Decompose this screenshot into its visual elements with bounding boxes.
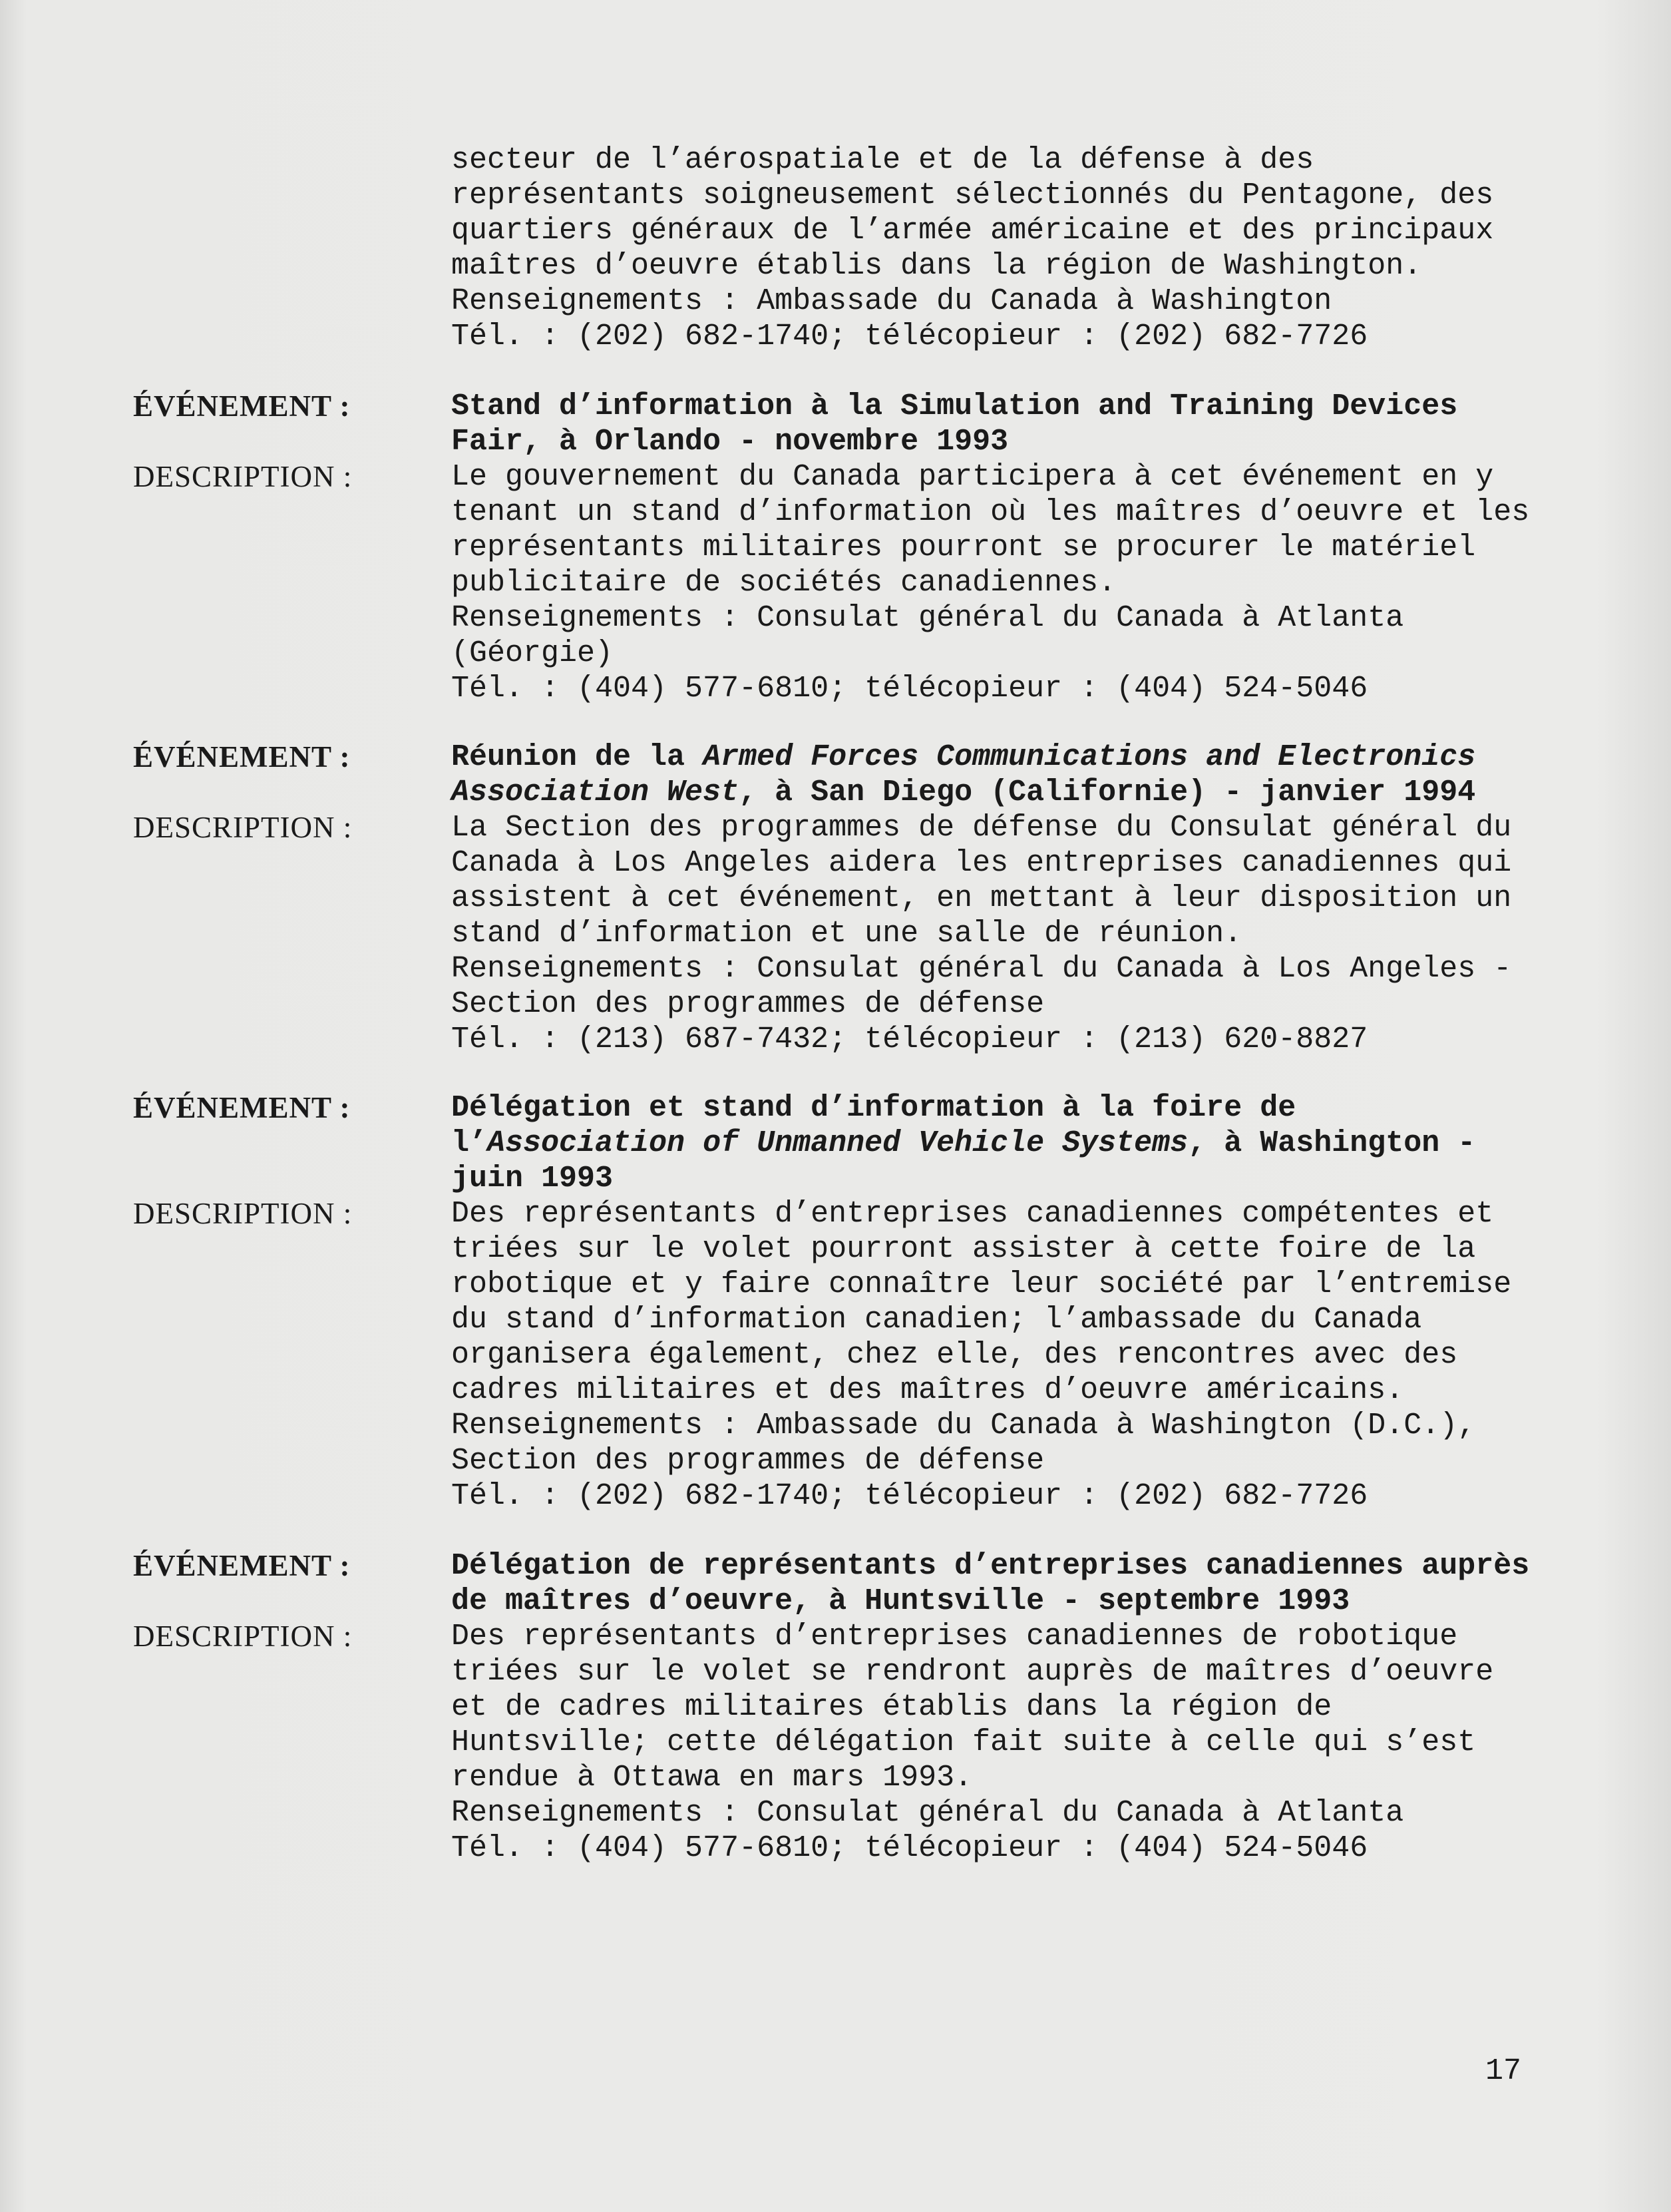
description-line: Tél. : (404) 577-6810; télécopieur : (404) 524-5046 (451, 1831, 1368, 1865)
title-segment: Délégation de représentants d’entreprises canadiennes auprès (451, 1549, 1530, 1583)
title-segment: Réunion de la (451, 740, 703, 774)
description-line: Le gouvernement du Canada participera à cet événement en y (451, 460, 1494, 494)
description-line: Renseignements : Ambassade du Canada à Washington (D.C.), (451, 1409, 1476, 1442)
description-line: Renseignements : Consulat général du Canada à Atlanta (451, 1796, 1404, 1830)
description-line: La Section des programmes de défense du Consulat général du (451, 811, 1512, 845)
description-line: (Géorgie) (451, 636, 614, 670)
text-line: Renseignements : Ambassade du Canada à Washington (451, 284, 1332, 318)
description-line: Tél. : (202) 682-1740; télécopieur : (202) 682-7726 (451, 1479, 1368, 1513)
event-title (451, 389, 1556, 459)
event-description (451, 1196, 1556, 1514)
description-label: DESCRIPTION : (133, 1197, 353, 1230)
event-label: ÉVÉNEMENT : (133, 740, 351, 774)
event-entry-2 (133, 740, 1557, 1057)
description-line: Tél. : (404) 577-6810; télécopieur : (404) 524-5046 (451, 672, 1368, 706)
description-line: Section des programmes de défense (451, 987, 1045, 1021)
title-segment: Délégation et stand d’information à la foire de (451, 1091, 1296, 1125)
continuation-paragraph (451, 142, 1543, 354)
text-line: maîtres d’oeuvre établis dans la région de Washington. (451, 249, 1422, 283)
text-line: quartiers généraux de l’armée américaine et des principaux (451, 214, 1494, 248)
description-line: représentants militaires pourront se procurer le matériel (451, 531, 1476, 564)
title-segment: , à San Diego (Californie) - janvier 1994 (739, 775, 1476, 809)
title-line (451, 389, 1556, 424)
event-entry-1 (133, 389, 1557, 706)
description-line: Des représentants d’entreprises canadiennes de robotique (451, 1620, 1458, 1654)
description-line: assistent à cet événement, en mettant à leur disposition un (451, 881, 1512, 915)
text-line: représentants soigneusement sélectionnés du Pentagone, des (451, 178, 1494, 212)
description-line: Renseignements : Consulat général du Canada à Los Angeles - (451, 952, 1512, 986)
event-label: ÉVÉNEMENT : (133, 1091, 351, 1124)
description-line: Des représentants d’entreprises canadiennes compétentes et (451, 1197, 1494, 1231)
description-line: stand d’information et une salle de réunion. (451, 917, 1242, 951)
title-segment: , à Washington - (1188, 1126, 1476, 1160)
description-line: Renseignements : Consulat général du Canada à Atlanta (451, 601, 1404, 635)
event-description (451, 459, 1556, 706)
title-segment: Stand d’information à la Simulation and Training Devices (451, 389, 1458, 423)
event-title (451, 1090, 1556, 1196)
page-number: 17 (1485, 2054, 1522, 2088)
description-line: tenant un stand d’information où les maîtres d’oeuvre et les (451, 495, 1530, 529)
title-segment: de maîtres d’oeuvre, à Huntsville - septembre 1993 (451, 1584, 1350, 1618)
title-segment: juin 1993 (451, 1162, 614, 1196)
event-title (451, 740, 1556, 810)
description-line: cadres militaires et des maîtres d’oeuvre américains. (451, 1373, 1404, 1407)
event-entry-4 (133, 1548, 1557, 1866)
title-line (451, 424, 1556, 459)
event-title (451, 1548, 1556, 1619)
title-line (451, 775, 1556, 810)
description-line: publicitaire de sociétés canadiennes. (451, 566, 1117, 600)
event-description (451, 810, 1556, 1057)
title-line (451, 740, 1556, 775)
title-line (451, 1126, 1556, 1161)
title-line (451, 1161, 1556, 1196)
description-line: Huntsville; cette délégation fait suite à celle qui s’est (451, 1725, 1476, 1759)
text-line: Tél. : (202) 682-1740; télécopieur : (202) 682-7726 (451, 320, 1368, 353)
description-label: DESCRIPTION : (133, 460, 353, 493)
title-segment: l’ (451, 1126, 488, 1160)
title-italic-segment: Association West (451, 775, 739, 809)
event-label: ÉVÉNEMENT : (133, 389, 351, 423)
description-line: Canada à Los Angeles aidera les entreprises canadiennes qui (451, 846, 1512, 880)
description-line: Section des programmes de défense (451, 1444, 1045, 1478)
event-entry-3 (133, 1090, 1557, 1514)
description-line: du stand d’information canadien; l’ambassade du Canada (451, 1303, 1422, 1337)
description-line: robotique et y faire connaître leur société par l’entremise (451, 1267, 1512, 1301)
description-line: et de cadres militaires établis dans la région de (451, 1690, 1332, 1724)
description-line: triées sur le volet pourront assister à cette foire de la (451, 1232, 1476, 1266)
description-label: DESCRIPTION : (133, 1620, 353, 1653)
title-italic-segment: Armed Forces Communications and Electronics (703, 740, 1476, 774)
event-description (451, 1619, 1556, 1866)
description-line: triées sur le volet se rendront auprès de maîtres d’oeuvre (451, 1655, 1494, 1689)
description-line: Tél. : (213) 687-7432; télécopieur : (213) 620-8827 (451, 1022, 1368, 1056)
description-line: organisera également, chez elle, des rencontres avec des (451, 1338, 1458, 1372)
title-segment: Fair, à Orlando - novembre 1993 (451, 425, 1009, 459)
title-line (451, 1548, 1556, 1584)
title-italic-segment: Association of Unmanned Vehicle Systems (487, 1126, 1189, 1160)
title-line (451, 1584, 1556, 1619)
description-label: DESCRIPTION : (133, 811, 353, 844)
event-label: ÉVÉNEMENT : (133, 1549, 351, 1582)
text-line: secteur de l’aérospatiale et de la défense à des (451, 143, 1314, 177)
description-line: rendue à Ottawa en mars 1993. (451, 1761, 973, 1795)
title-line (451, 1090, 1556, 1126)
